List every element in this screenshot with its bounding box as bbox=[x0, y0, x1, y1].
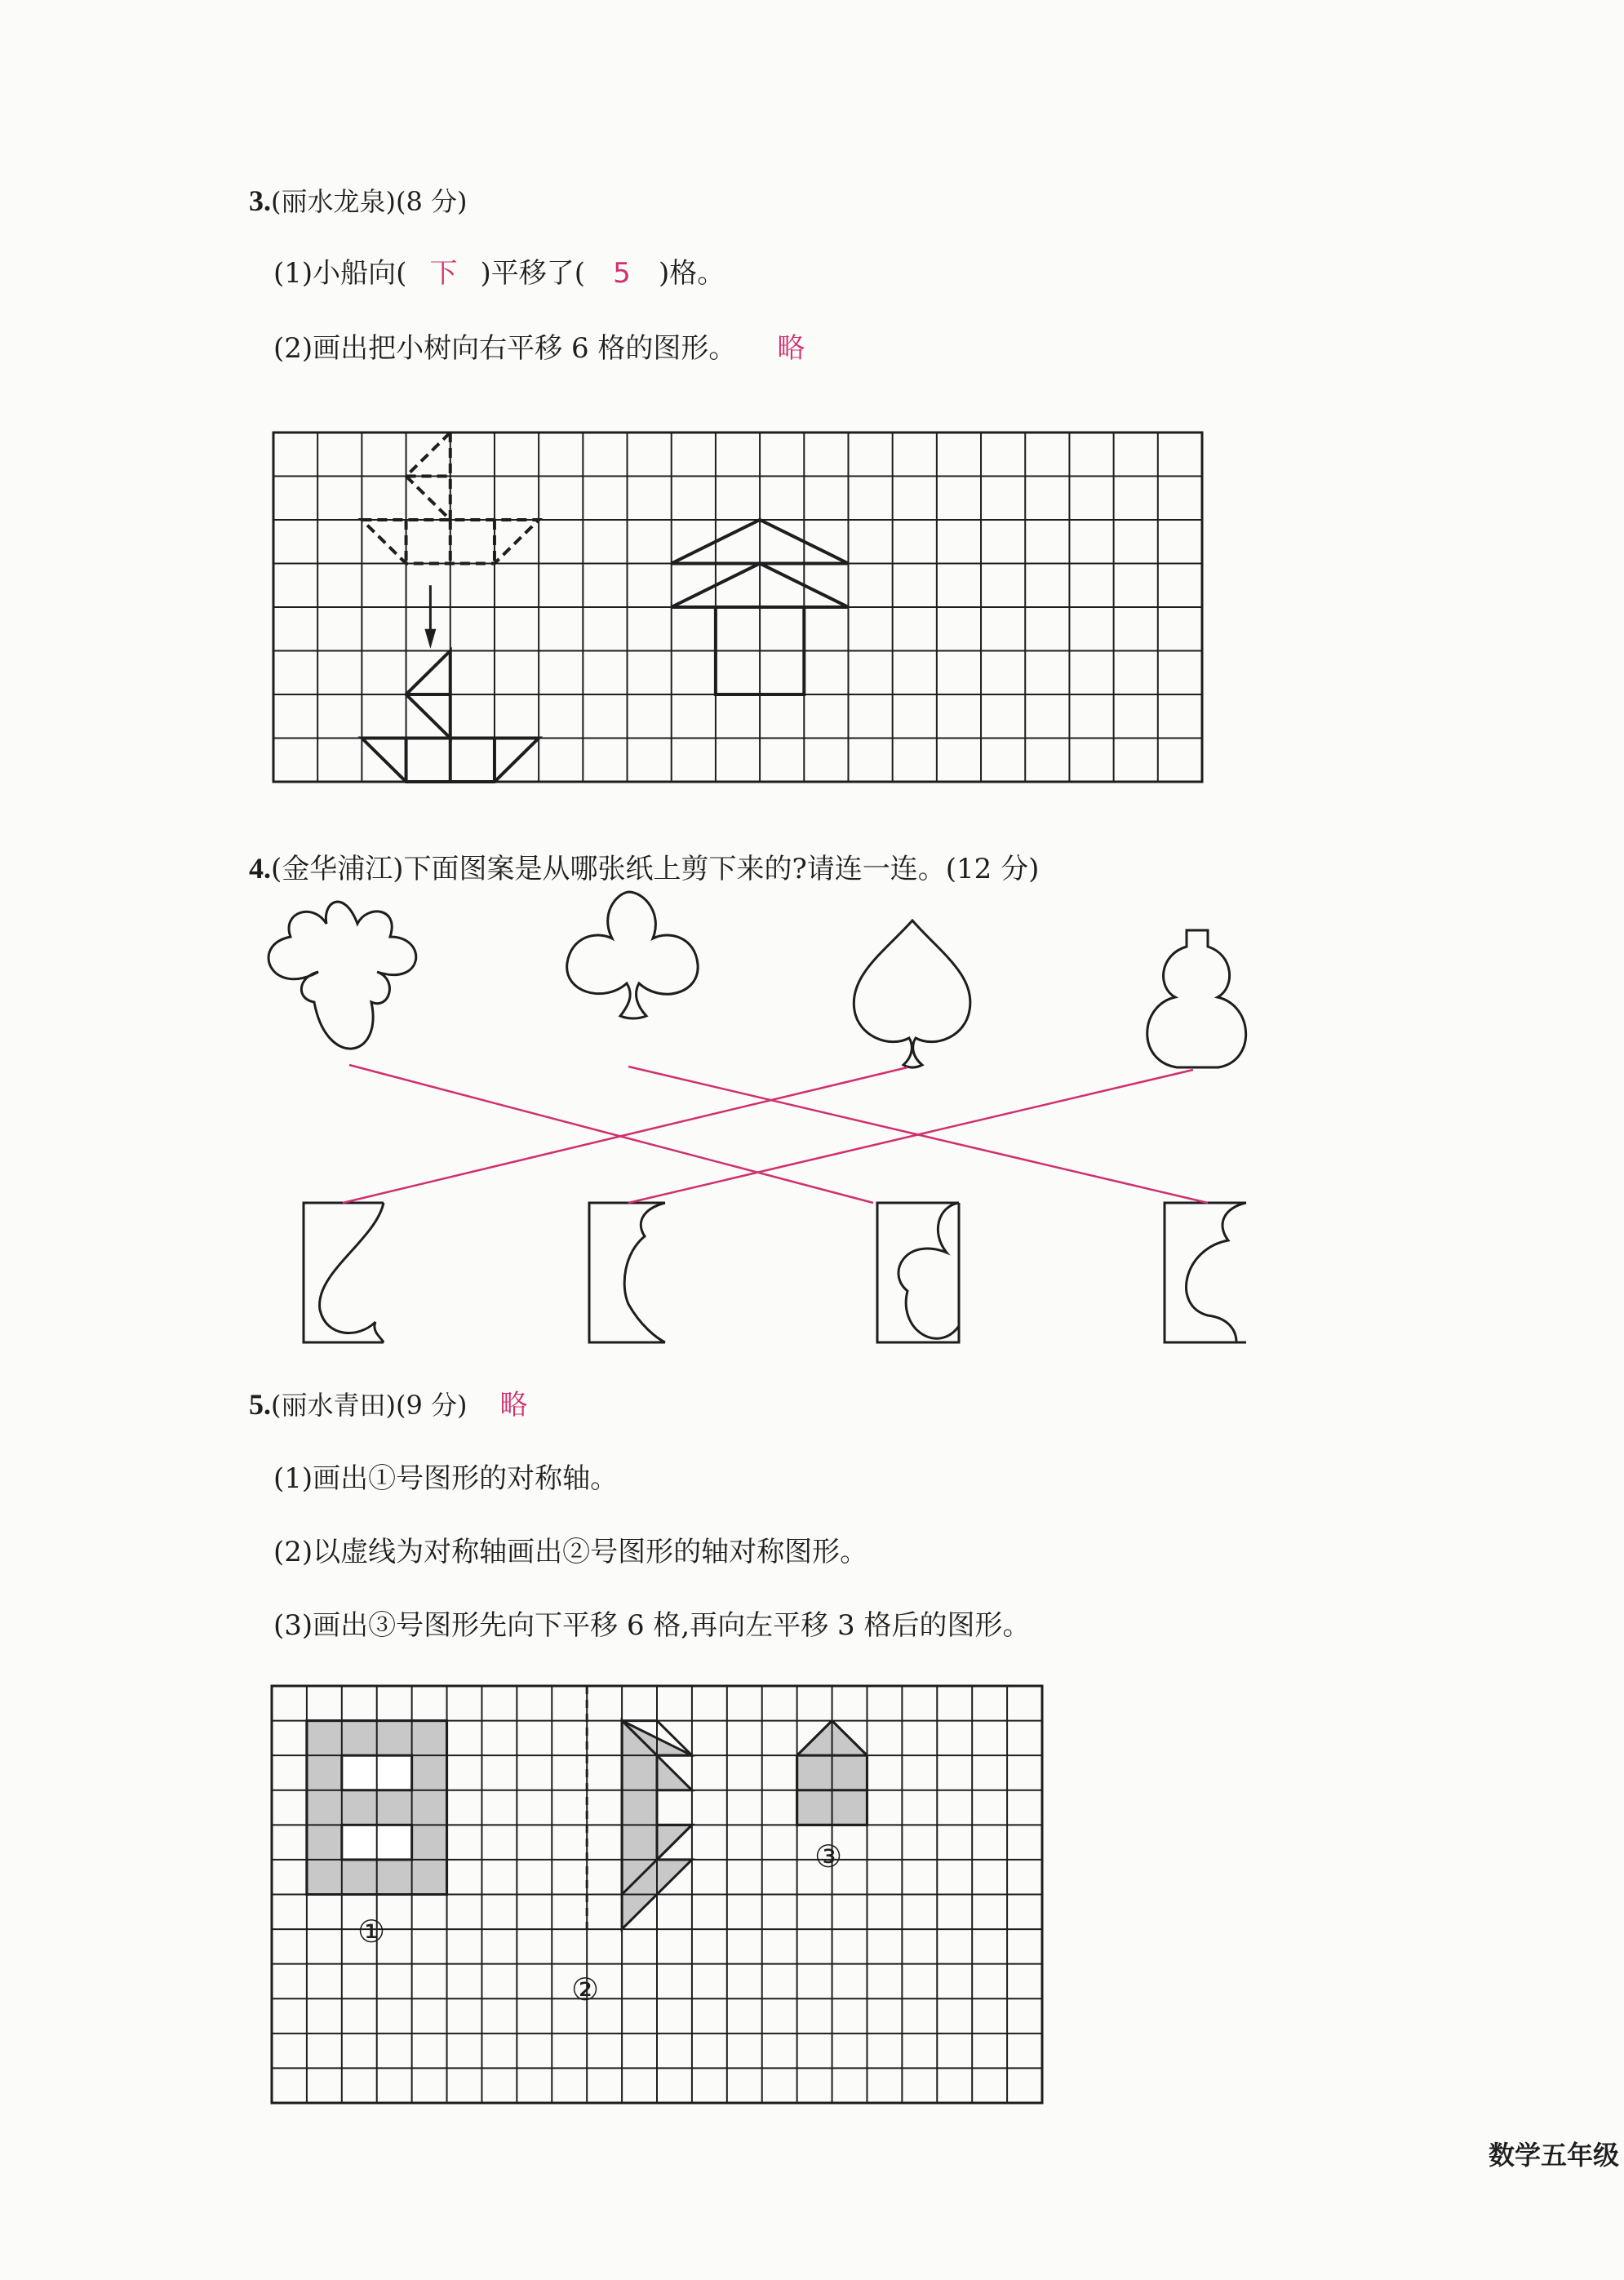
q5-part3: (3)画出③号图形先向下平移 6 格,再向左平移 3 格后的图形。 bbox=[273, 1609, 1031, 1642]
q5-label-3: ③ bbox=[814, 1839, 843, 1874]
q3-part1-text-c: )格。 bbox=[658, 257, 725, 290]
q5-label-2: ② bbox=[571, 1972, 600, 2007]
q3-part2-answer: 略 bbox=[777, 332, 805, 365]
q5-part2: (2)以虚线为对称轴画出②号图形的轴对称图形。 bbox=[273, 1536, 868, 1568]
q4-text: (金华浦江)下面图案是从哪张纸上剪下来的?请连一连。(12 分) bbox=[271, 853, 1040, 885]
q5-label-1: ① bbox=[357, 1914, 386, 1950]
q5-number: 5. bbox=[249, 1388, 271, 1421]
q3-source: (丽水龙泉)(8 分) bbox=[271, 186, 468, 217]
q3-part2-text: (2)画出把小树向右平移 6 格的图形。 bbox=[273, 332, 737, 365]
q5-source: (丽水青田)(9 分) bbox=[271, 1390, 468, 1421]
q5-part1: (1)画出①号图形的对称轴。 bbox=[273, 1462, 619, 1495]
q3-part1-text-b: )平移了( bbox=[480, 257, 585, 290]
q5-answer: 略 bbox=[499, 1389, 528, 1422]
q3-answer-count: 5 bbox=[613, 257, 631, 290]
q3-part1-text-a: (1)小船向( bbox=[273, 257, 407, 290]
page-footer: 数学五年级 bbox=[1488, 2140, 1619, 2171]
q4-number: 4. bbox=[249, 852, 271, 885]
q3-number: 3. bbox=[249, 184, 271, 217]
q3-answer-direction: 下 bbox=[429, 257, 458, 290]
